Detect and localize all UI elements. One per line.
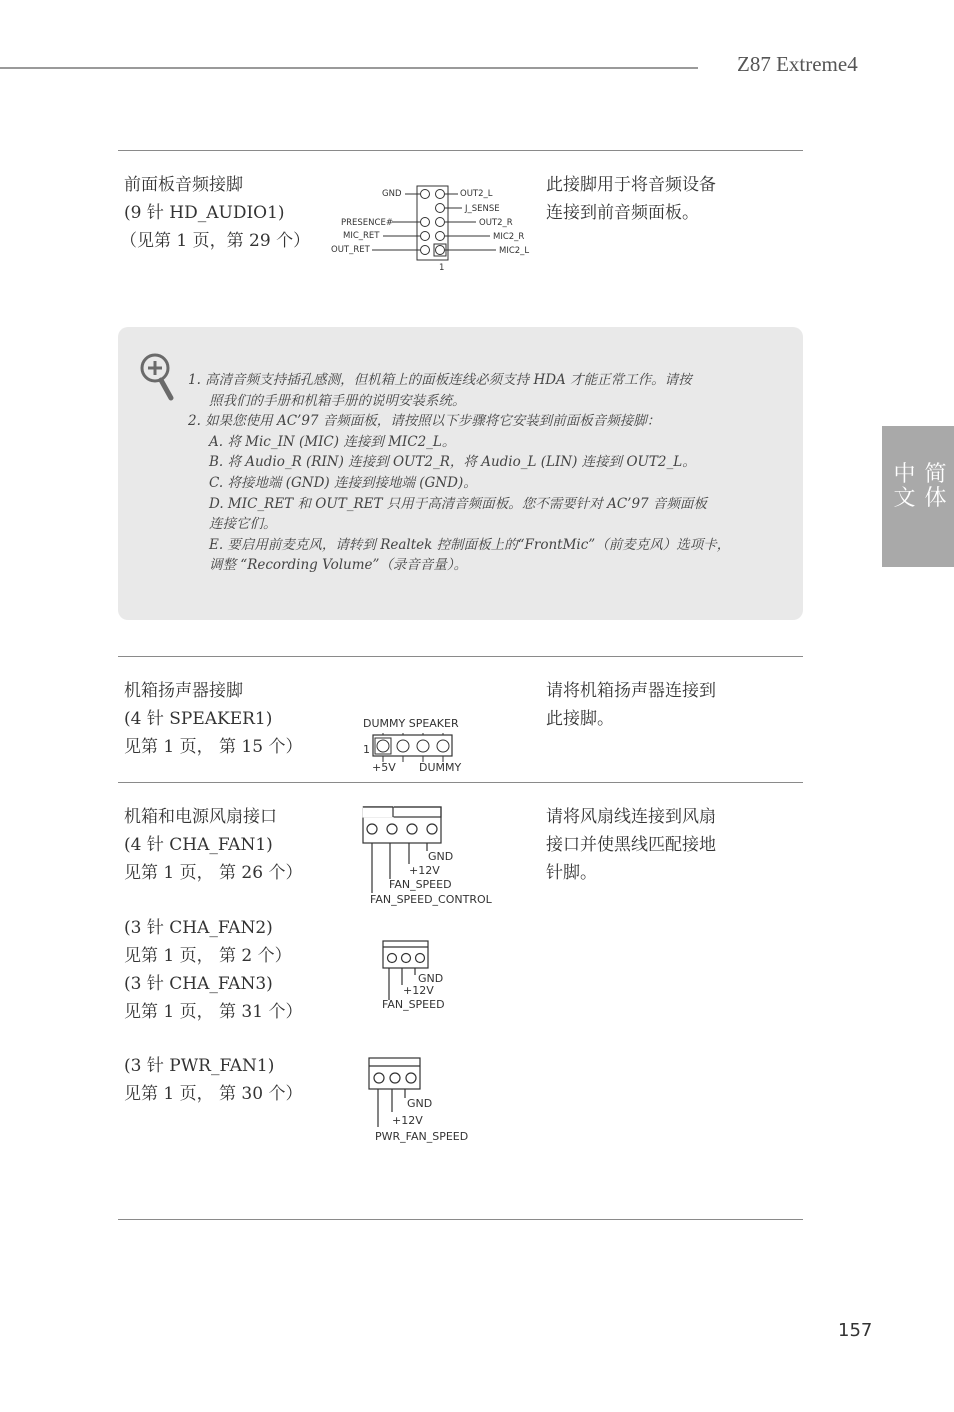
note-line: 连接它们。 [209,516,277,533]
note-line: A. 将 Mic_IN (MIC) 连接到 MIC2_L。 [209,433,456,450]
pwr-fan-ref: 见第 1 页， 第 30 个） [124,1084,303,1104]
fan-desc-line: 请将风扇线连接到风扇 [546,807,716,827]
note-line: B. 将 Audio_R (RIN) 连接到 OUT2_R，将 Audio_L (LIN) 连接到 OUT2_L。 [209,454,696,471]
speaker-desc-line: 请将机箱扬声器连接到 [546,681,716,701]
speaker-label-5v: +5V [372,761,396,774]
pin-label-j-sense: J_SENSE [465,204,500,214]
pwr-fan-label-12v: +12V [392,1114,423,1127]
fan4-label-gnd: GND [428,850,454,863]
hd-audio-ref: （见第 1 页，第 29 个） [120,231,311,251]
hd-audio-desc-line: 此接脚用于将音频设备 [546,175,716,195]
pin-one-label: 1 [439,263,445,273]
note-line: D. MIC_RET 和 OUT_RET 只用于高清音频面板。您不需要针对 AC’97 音频面板 [209,495,707,512]
pin-label-mic2-l: MIC2_L [499,246,530,256]
pwr-fan-pin-circle [390,1073,400,1083]
fan4-label-speed: FAN_SPEED [389,878,452,891]
cha-fan2-ref: 见第 1 页， 第 2 个） [124,946,292,966]
pin-label-gnd: GND [382,189,402,199]
fan3-label-12v: +12V [403,984,434,997]
speaker-top-labels: DUMMY SPEAKER [363,717,459,730]
note-line: 调整 “Recording Volume”（录音音量）。 [209,557,468,574]
pin-label-mic2-r: MIC2_R [493,232,525,242]
pwr-fan-pin-circle [406,1073,416,1083]
pwr-fan-label-speed: PWR_FAN_SPEED [375,1130,469,1143]
cha-fan2-name: (3 针 CHA_FAN2) [124,918,273,938]
fan3-label-speed: FAN_SPEED [382,998,445,1011]
fan3-pin-circle [402,954,411,963]
section-rule-bottom [118,1219,803,1220]
model-title: Z87 Extreme4 [737,52,858,76]
pin-label-out2-r: OUT2_R [479,218,513,228]
pwr-fan-pin-circle [374,1073,384,1083]
fan4-pin-circle [427,824,437,834]
fan-title: 机箱和电源风扇接口 [124,807,277,827]
fan4-pin-circle [407,824,417,834]
language-tab-label: 简体中文 [890,461,946,510]
fan3-pin-circle [388,954,397,963]
hd-audio-title: 前面板音频接脚 [124,175,243,195]
cha-fan3-ref: 见第 1 页， 第 31 个） [124,1002,303,1022]
pwr-fan-name: (3 针 PWR_FAN1) [124,1056,275,1076]
speaker-desc-line: 此接脚。 [546,709,614,729]
pin-label-out-ret: OUT_RET [331,245,370,255]
fan3-label-gnd: GND [418,972,444,985]
speaker-name: (4 针 SPEAKER1) [124,709,273,729]
hd-audio-name: (9 针 HD_AUDIO1) [124,203,285,223]
cha-fan1-name: (4 针 CHA_FAN1) [124,835,273,855]
page-number: 157 [838,1320,873,1341]
fan4-pin-circle [387,824,397,834]
fan3-pin-circle [416,954,425,963]
fan4-pin-circle [367,824,377,834]
note-line: E. 要启用前麦克风，请转到 Realtek 控制面板上的“FrontMic”（前麦克风）选项卡， [209,536,731,553]
pwr-fan-label-gnd: GND [407,1097,433,1110]
cha-fan3-name: (3 针 CHA_FAN3) [124,974,273,994]
fan-desc-line: 接口并使黑线匹配接地 [546,835,716,855]
speaker-ref: 见第 1 页， 第 15 个） [124,737,303,757]
speaker-pin-one-label: 1 [363,743,370,756]
note-line: C. 将接地端 (GND) 连接到接地端 (GND)。 [209,474,477,491]
cha-fan1-ref: 见第 1 页， 第 26 个） [124,863,303,883]
speaker-label-dummy: DUMMY [419,761,462,774]
speaker-title: 机箱扬声器接脚 [124,681,243,701]
note-line: 2. 如果您使用 AC’97 音频面板，请按照以下步骤将它安装到前面板音频接脚： [188,413,661,430]
fan4-label-12v: +12V [409,864,440,877]
pin-label-out2-l: OUT2_L [460,189,493,199]
note-line: 照我们的手册和机箱手册的说明安装系统。 [209,392,466,409]
pin-label-mic-ret: MIC_RET [343,231,380,241]
fan-desc-line: 针脚。 [546,863,597,883]
pin-label-presence: PRESENCE# [341,218,393,228]
note-line: 1. 高清音频支持插孔感测，但机箱上的面板连线必须支持 HDA 才能正常工作。请按 [188,372,692,388]
hd-audio-desc-line: 连接到前音频面板。 [546,203,699,223]
fan4-label-control: FAN_SPEED_CONTROL [370,893,492,906]
